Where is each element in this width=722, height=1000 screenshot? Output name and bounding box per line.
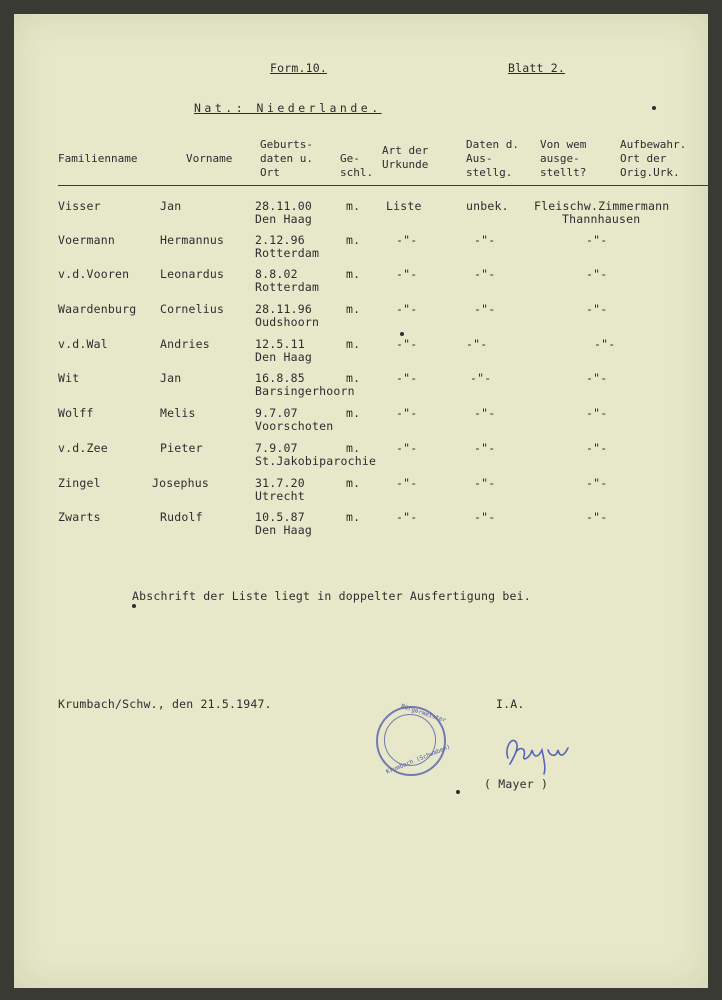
col-header-sex: Ge- schl. <box>340 152 374 179</box>
cell-issued-by: -"- <box>586 406 608 420</box>
cell-issue-date: -"- <box>474 441 496 455</box>
cell-issued-by: -"- <box>586 371 608 385</box>
cell-birth-date: 12.5.11 <box>255 337 305 351</box>
col-header-firstname: Vorname <box>186 152 233 165</box>
cell-issue-date: -"- <box>474 406 496 420</box>
cell-sex: m. <box>346 302 361 316</box>
form-number: Form.10. <box>270 61 327 75</box>
paper-speck <box>652 106 656 110</box>
cell-issued-by: -"- <box>586 267 608 281</box>
document-page <box>14 14 708 988</box>
cell-issued-by: -"- <box>586 510 608 524</box>
signatory-name: ( Mayer ) <box>484 777 549 791</box>
cell-doc-type: -"- <box>396 476 418 490</box>
cell-birth-date: 28.11.96 <box>255 302 312 316</box>
enclosure-note: Abschrift der Liste liegt in doppelter Ausfertigung bei. <box>132 589 531 603</box>
cell-surname: Zwarts <box>58 510 101 524</box>
paper-speck <box>400 332 404 336</box>
cell-surname: Wit <box>58 371 80 385</box>
cell-firstname: Andries <box>160 337 210 351</box>
nationality-heading: Nat.: Niederlande. <box>194 101 382 115</box>
cell-doc-type: -"- <box>396 302 418 316</box>
cell-surname: v.d.Vooren <box>58 267 130 281</box>
cell-surname: Visser <box>58 199 101 213</box>
cell-birth-place: St.Jakobiparochie <box>255 454 377 468</box>
cell-firstname: Jan <box>160 199 182 213</box>
cell-doc-type: -"- <box>396 441 418 455</box>
cell-doc-type: -"- <box>396 406 418 420</box>
cell-firstname: Hermannus <box>160 233 225 247</box>
cell-doc-type: -"- <box>396 267 418 281</box>
cell-birth-place: Utrecht <box>255 489 305 503</box>
cell-birth-place: Barsingerhoorn <box>255 384 355 398</box>
cell-birth-date: 28.11.00 <box>255 199 312 213</box>
sheet-number: Blatt 2. <box>508 61 565 75</box>
cell-firstname: Leonardus <box>160 267 225 281</box>
cell-firstname: Josephus <box>152 476 209 490</box>
cell-doc-type: -"- <box>396 371 418 385</box>
cell-firstname: Jan <box>160 371 182 385</box>
cell-firstname: Melis <box>160 406 196 420</box>
paper-speck <box>132 604 136 608</box>
cell-sex: m. <box>346 371 361 385</box>
cell-sex: m. <box>346 199 361 213</box>
cell-birth-date: 10.5.87 <box>255 510 305 524</box>
cell-issue-date: -"- <box>474 510 496 524</box>
stamp-text-bottom: Krumbach (Schwaben) <box>385 743 452 776</box>
col-header-birth: Geburts- daten u. Ort <box>260 138 313 179</box>
cell-birth-date: 8.8.02 <box>255 267 298 281</box>
on-behalf-label: I.A. <box>496 697 525 711</box>
cell-surname: v.d.Wal <box>58 337 108 351</box>
cell-doc-type: -"- <box>396 337 418 351</box>
cell-sex: m. <box>346 476 361 490</box>
cell-sex: m. <box>346 337 361 351</box>
cell-issued-by: -"- <box>586 441 608 455</box>
cell-issued-by: -"- <box>594 337 616 351</box>
cell-birth-date: 9.7.07 <box>255 406 298 420</box>
cell-issue-date: -"- <box>474 476 496 490</box>
col-header-issue-date: Daten d. Aus- stellg. <box>466 138 519 179</box>
cell-doc-type: -"- <box>396 233 418 247</box>
cell-issued-by-place: Thannhausen <box>562 212 641 226</box>
cell-doc-type: Liste <box>386 199 422 213</box>
cell-surname: v.d.Zee <box>58 441 108 455</box>
handwritten-signature <box>502 728 572 778</box>
col-header-issued-by: Von wem ausge- stellt? <box>540 138 587 179</box>
col-header-surname: Familienname <box>58 152 138 165</box>
cell-birth-place: Rotterdam <box>255 246 320 260</box>
cell-birth-date: 31.7.20 <box>255 476 305 490</box>
cell-issue-date: -"- <box>474 233 496 247</box>
cell-birth-place: Voorschoten <box>255 419 334 433</box>
cell-issue-date: -"- <box>474 267 496 281</box>
cell-issue-date: unbek. <box>466 199 509 213</box>
cell-firstname: Rudolf <box>160 510 203 524</box>
cell-birth-date: 2.12.96 <box>255 233 305 247</box>
cell-issue-date: -"- <box>466 337 488 351</box>
cell-birth-place: Oudshoorn <box>255 315 320 329</box>
cell-issue-date: -"- <box>470 371 492 385</box>
paper-speck <box>456 790 460 794</box>
cell-firstname: Cornelius <box>160 302 225 316</box>
cell-issued-by: Fleischw.Zimmermann <box>534 199 670 213</box>
cell-doc-type: -"- <box>396 510 418 524</box>
place-and-date: Krumbach/Schw., den 21.5.1947. <box>58 697 272 711</box>
cell-birth-date: 7.9.07 <box>255 441 298 455</box>
cell-issue-date: -"- <box>474 302 496 316</box>
cell-firstname: Pieter <box>160 441 203 455</box>
cell-sex: m. <box>346 441 361 455</box>
cell-surname: Voermann <box>58 233 115 247</box>
cell-birth-place: Den Haag <box>255 350 312 364</box>
cell-sex: m. <box>346 267 361 281</box>
cell-birth-place: Rotterdam <box>255 280 320 294</box>
cell-birth-place: Den Haag <box>255 523 312 537</box>
cell-surname: Wolff <box>58 406 94 420</box>
cell-birth-place: Den Haag <box>255 212 312 226</box>
cell-issued-by: -"- <box>586 476 608 490</box>
cell-surname: Zingel <box>58 476 101 490</box>
cell-sex: m. <box>346 510 361 524</box>
col-header-doc-type: Art der Urkunde <box>382 144 429 171</box>
stamp-text-top: Bürgermeister <box>400 702 447 725</box>
cell-issued-by: -"- <box>586 233 608 247</box>
header-rule <box>58 185 708 186</box>
cell-surname: Waardenburg <box>58 302 137 316</box>
col-header-storage: Aufbewahr. Ort der Orig.Urk. <box>620 138 687 179</box>
cell-birth-date: 16.8.85 <box>255 371 305 385</box>
cell-issued-by: -"- <box>586 302 608 316</box>
cell-sex: m. <box>346 233 361 247</box>
cell-sex: m. <box>346 406 361 420</box>
